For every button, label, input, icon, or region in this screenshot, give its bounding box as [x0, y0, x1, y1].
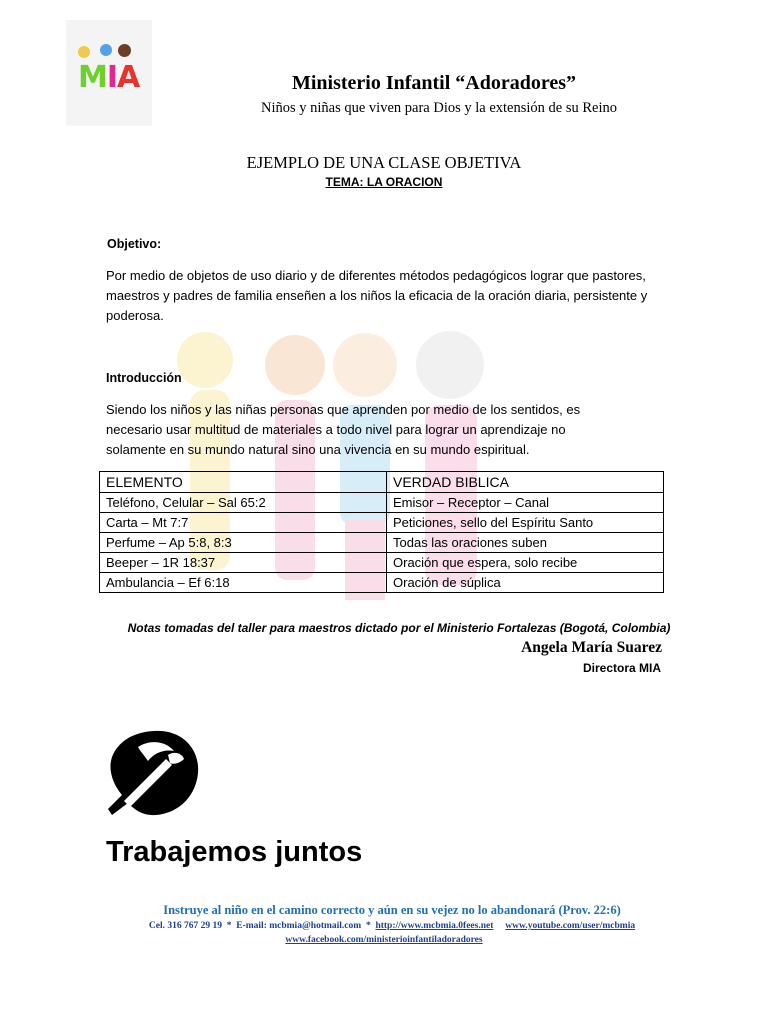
slogan: Trabajemos juntos [106, 836, 363, 868]
table-cell: Oración de súplica [387, 573, 664, 593]
table-cell: Emisor – Receptor – Canal [387, 493, 664, 513]
footer-contacts: Cel. 316 767 29 19 * E-mail: mcbmia@hotmail.com * http://www.mcbmia.0fees.net www.youtube.com/user/mcbmia [148, 921, 636, 931]
footer-website-link[interactable]: http://www.mcbmia.0fees.net [375, 921, 494, 931]
introduction-label: Introducción [106, 371, 182, 385]
workshop-notes: Notas tomadas del taller para maestros dictado por el Ministerio Fortalezas (Bogotá, Colombia) [127, 621, 671, 635]
footer-verse: Instruye al niño en el camino correcto y aún en su vejez no lo abandonará (Prov. 22:6) [163, 903, 621, 917]
elements-table [99, 471, 664, 593]
objective-label: Objetivo: [107, 237, 162, 251]
footer-email[interactable]: E-mail: mcbmia@hotmail.com [236, 921, 362, 931]
table-row [100, 553, 664, 573]
table-row [100, 573, 664, 593]
signer-role: Directora MIA [582, 661, 661, 675]
table-header-row [100, 472, 664, 493]
objective-text: Por medio de objetos de uso diario y de diferentes métodos pedagógicos lograr que pastores, maestros y padres de familia enseñen a los niños la eficacia de la oración diaria, persistente y poderosa. [106, 268, 648, 323]
organization-title: Ministerio Infantil “Adoradores” [291, 72, 577, 94]
footer-youtube-link[interactable]: www.youtube.com/user/mcbmia [505, 921, 636, 931]
footer-phone: Cel. 316 767 29 19 [148, 921, 222, 931]
footer-facebook [0, 935, 768, 945]
table-cell: Perfume – Ap 5:8, 8:3 [100, 533, 387, 553]
signer-name: Angela María Suarez [521, 639, 662, 656]
table-row [100, 533, 664, 553]
table-cell: Teléfono, Celular – Sal 65:2 [100, 493, 387, 513]
organization-subtitle: Niños y niñas que viven para Dios y la extensión de su Reino [261, 100, 617, 116]
class-title: EJEMPLO DE UNA CLASE OBJETIVA [246, 153, 522, 172]
table-cell: Todas las oraciones suben [387, 533, 664, 553]
table-cell: Peticiones, sello del Espíritu Santo [387, 513, 664, 533]
table-cell: Carta – Mt 7:7 [100, 513, 387, 533]
palette-emblem-icon [104, 725, 202, 821]
table-header-truth: VERDAD BIBLICA [387, 472, 664, 493]
table-cell: Oración que espera, solo recibe [387, 553, 664, 573]
table-header-element: ELEMENTO [100, 472, 387, 493]
class-theme: TEMA: LA ORACION [325, 175, 443, 189]
table-cell: Ambulancia – Ef 6:18 [100, 573, 387, 593]
logo-letters: MIA [78, 60, 140, 95]
introduction-text: Siendo los niños y las niñas personas que aprenden por medio de los sentidos, es necesario usar multitud de materiales a todo nivel para lograr un aprendizaje no solamente en su mundo natural sino una vivencia en su mundo espiritual. [106, 402, 581, 457]
table-cell: Beeper – 1R 18:37 [100, 553, 387, 573]
footer-facebook-link[interactable]: www.facebook.com/ministerioinfantiladoradores [285, 935, 483, 945]
table-row [100, 513, 664, 533]
table-row [100, 493, 664, 513]
